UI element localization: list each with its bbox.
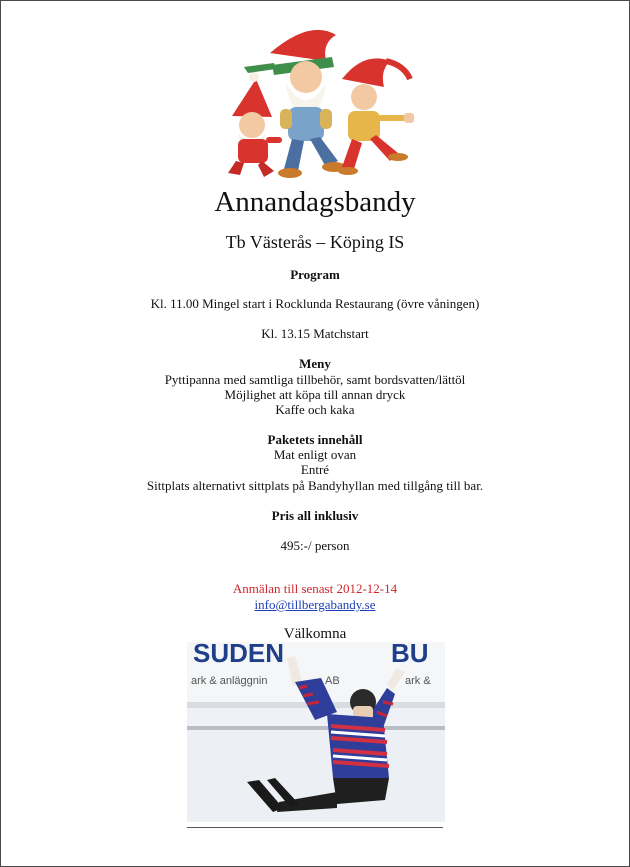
event-title: Annandagsbandy <box>214 186 416 218</box>
elf-left <box>228 72 282 177</box>
price-value: 495:-/ person <box>280 538 350 553</box>
package-item: Sittplats alternativt sittplats på Bandyhyllan med tillgång till bar. <box>146 478 484 493</box>
welcome-text: Välkomna <box>283 626 347 642</box>
package-heading: Paketets innehåll <box>267 432 363 447</box>
elf-right <box>338 58 414 175</box>
signup-deadline: Anmälan till senast 2012-12-14 <box>232 581 398 596</box>
package-item: Mat enligt ovan <box>273 447 357 462</box>
bandy-player-photo <box>187 642 445 822</box>
banner-text-left: SUDEN <box>193 642 285 668</box>
menu-item: Möjlighet att köpa till annan dryck <box>224 387 406 402</box>
banner-subtext-left: ark & anläggnin <box>191 675 268 687</box>
menu-item: Kaffe och kaka <box>275 402 355 417</box>
match-subtitle: Tb Västerås – Köping IS <box>225 232 405 252</box>
bottom-rule <box>187 827 443 828</box>
signup-email-link[interactable]: info@tillbergabandy.se <box>254 597 376 612</box>
package-item: Entré <box>300 462 330 477</box>
banner-text-right: BU <box>391 642 429 668</box>
program-mingel: Kl. 11.00 Mingel start i Rocklunda Restaurang (övre våningen) <box>150 296 480 311</box>
banner-subtext-right: ark & <box>405 675 431 687</box>
price-heading: Pris all inklusiv <box>271 508 359 523</box>
menu-heading: Meny <box>299 356 331 371</box>
program-matchstart: Kl. 13.15 Matchstart <box>261 326 369 341</box>
menu-item: Pyttipanna med samtliga tillbehör, samt bordsvatten/lättöl <box>164 372 466 387</box>
christmas-elves-illustration <box>214 21 424 183</box>
banner-subtext-mid: AB <box>325 675 340 687</box>
program-heading: Program <box>290 267 340 282</box>
